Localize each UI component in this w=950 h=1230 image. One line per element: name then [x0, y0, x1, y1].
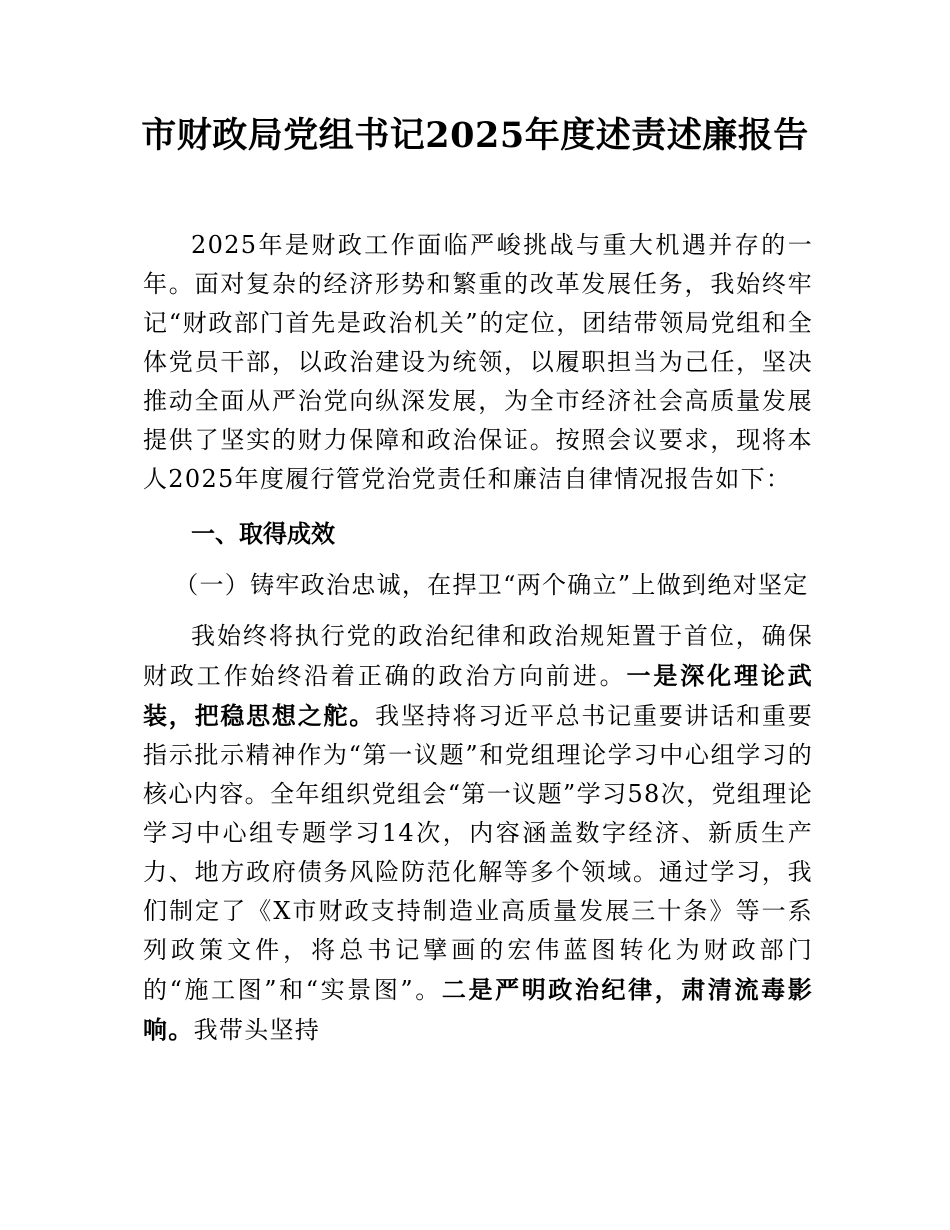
subsection-heading: （一）铸牢政治忠诚，在捍卫“两个确立”上做到绝对坚定: [174, 571, 809, 599]
para-bold-a: 一是深化理论武装，把稳思想之舵。: [143, 661, 813, 730]
para-text-c: 我带头坚持: [193, 1016, 321, 1044]
body-paragraph: [143, 617, 813, 1050]
intro-paragraph: 2025年是财政工作面临严峻挑战与重大机遇并存的一年。面对复杂的经济形势和繁重的改革发展任务，我始终牢记“财政部门首先是政治机关”的定位，团结带领局党组和全体党员干部，以政治建设为统领，以履职担当为己任，坚决推动全面从严治党向纵深发展，为全市经济社会高质量发展提供了坚实的财力保障和政治保证。按照会议要求，现将本人2025年度履行管党治党责任和廉洁自律情况报告如下：: [143, 231, 813, 493]
para-text-a: 我始终将执行党的政治纪律和政治规矩置于首位，确保财政工作始终沿着正确的政治方向前进。: [143, 622, 813, 690]
para-bold-b: 二是严明政治纪律，肃清流毒影响。: [143, 975, 813, 1044]
section-heading: 一、取得成效: [191, 520, 335, 548]
para-text-b: 我坚持将习近平总书记重要讲话和重要指示批示精神作为“第一议题”和党组理论学习中心组学习的核心内容。全年组织党组会“第一议题”学习58次，党组理论学习中心组专题学习14次，内容涵盖数字经济、新质生产力、地方政府债务风险防范化解等多个领域。通过学习，我们制定了《X市财政支持制造业高质量发展三十条》等一系列政策文件，将总书记擘画的宏伟蓝图转化为财政部门的“施工图”和“实景图”。: [143, 702, 813, 1004]
document-title: 市财政局党组书记2025年度述责述廉报告: [141, 115, 809, 156]
document-body: [143, 226, 813, 1050]
